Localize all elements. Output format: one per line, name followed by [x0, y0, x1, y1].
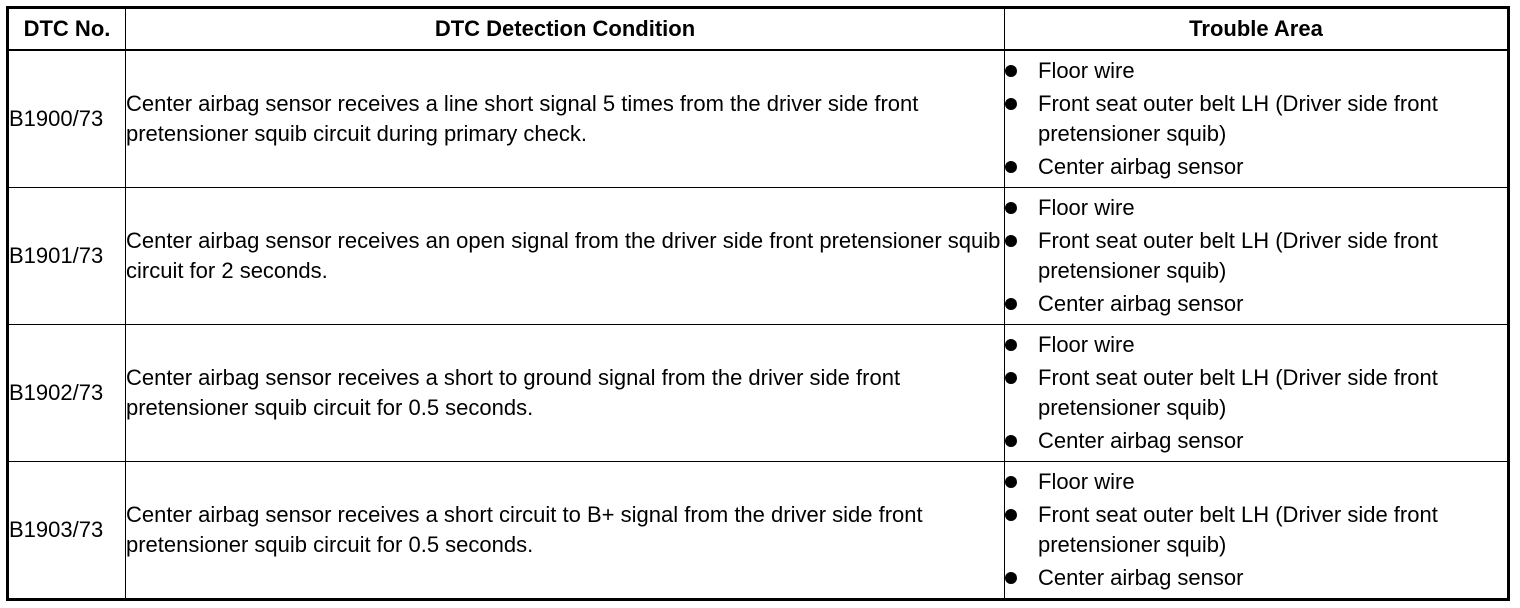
trouble-area-list: [1005, 467, 1507, 593]
detection-condition: Center airbag sensor receives a short to ground signal from the driver side front pretensioner squib circuit for 0.5 seconds.: [126, 325, 1005, 462]
trouble-area-list: [1005, 193, 1507, 319]
dtc-table: [6, 6, 1510, 601]
dtc-code: B1902/73: [8, 325, 126, 462]
trouble-area-text: Floor wire: [1038, 469, 1135, 494]
trouble-area-text: Front seat outer belt LH (Driver side front pretensioner squib): [1038, 228, 1438, 283]
trouble-area-cell: [1005, 50, 1509, 188]
table-row: [8, 462, 1509, 600]
trouble-area-item: [1005, 426, 1507, 456]
bullet-icon: [1005, 372, 1017, 384]
dtc-code: B1903/73: [8, 462, 126, 600]
header-detection-condition: DTC Detection Condition: [126, 8, 1005, 51]
trouble-area-item: [1005, 152, 1507, 182]
bullet-icon: [1005, 476, 1017, 488]
trouble-area-cell: [1005, 188, 1509, 325]
trouble-area-item: [1005, 193, 1507, 223]
trouble-area-text: Floor wire: [1038, 58, 1135, 83]
bullet-icon: [1005, 161, 1017, 173]
bullet-icon: [1005, 202, 1017, 214]
dtc-code: B1900/73: [8, 50, 126, 188]
bullet-icon: [1005, 339, 1017, 351]
bullet-icon: [1005, 435, 1017, 447]
bullet-icon: [1005, 98, 1017, 110]
trouble-area-text: Center airbag sensor: [1038, 291, 1244, 316]
trouble-area-item: [1005, 330, 1507, 360]
trouble-area-item: [1005, 89, 1507, 149]
trouble-area-cell: [1005, 462, 1509, 600]
trouble-area-item: [1005, 289, 1507, 319]
detection-condition: Center airbag sensor receives a short circuit to B+ signal from the driver side front pretensioner squib circuit for 0.5 seconds.: [126, 462, 1005, 600]
trouble-area-item: [1005, 500, 1507, 560]
bullet-icon: [1005, 65, 1017, 77]
trouble-area-item: [1005, 226, 1507, 286]
trouble-area-text: Floor wire: [1038, 195, 1135, 220]
table-row: [8, 50, 1509, 188]
trouble-area-text: Floor wire: [1038, 332, 1135, 357]
detection-condition: Center airbag sensor receives a line short signal 5 times from the driver side front pretensioner squib circuit during primary check.: [126, 50, 1005, 188]
bullet-icon: [1005, 235, 1017, 247]
bullet-icon: [1005, 298, 1017, 310]
dtc-code: B1901/73: [8, 188, 126, 325]
trouble-area-text: Front seat outer belt LH (Driver side front pretensioner squib): [1038, 502, 1438, 557]
trouble-area-text: Center airbag sensor: [1038, 154, 1244, 179]
trouble-area-text: Center airbag sensor: [1038, 428, 1244, 453]
trouble-area-list: [1005, 330, 1507, 456]
trouble-area-cell: [1005, 325, 1509, 462]
trouble-area-item: [1005, 363, 1507, 423]
trouble-area-text: Front seat outer belt LH (Driver side front pretensioner squib): [1038, 91, 1438, 146]
trouble-area-item: [1005, 56, 1507, 86]
table-header-row: [8, 8, 1509, 51]
bullet-icon: [1005, 509, 1017, 521]
trouble-area-list: [1005, 56, 1507, 182]
trouble-area-text: Front seat outer belt LH (Driver side front pretensioner squib): [1038, 365, 1438, 420]
header-dtc-no: DTC No.: [8, 8, 126, 51]
trouble-area-item: [1005, 467, 1507, 497]
table-row: [8, 325, 1509, 462]
bullet-icon: [1005, 572, 1017, 584]
trouble-area-item: [1005, 563, 1507, 593]
trouble-area-text: Center airbag sensor: [1038, 565, 1244, 590]
table-row: [8, 188, 1509, 325]
detection-condition: Center airbag sensor receives an open signal from the driver side front pretensioner squib circuit for 2 seconds.: [126, 188, 1005, 325]
header-trouble-area: Trouble Area: [1005, 8, 1509, 51]
